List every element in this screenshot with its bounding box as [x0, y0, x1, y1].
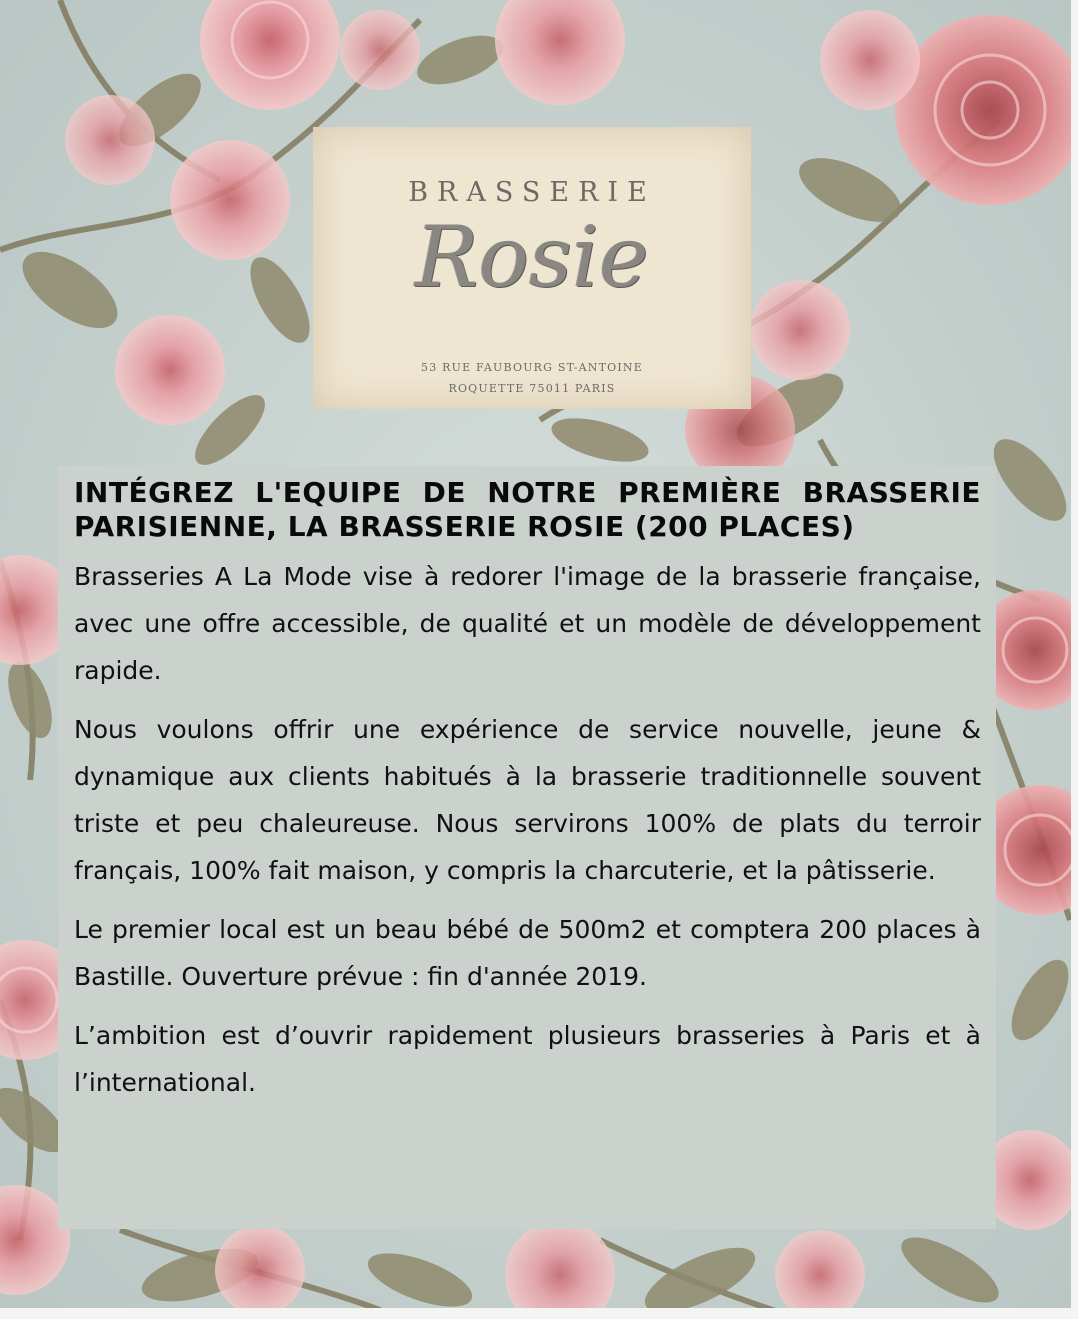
- paragraph-ambition: L’ambition est d’ouvrir rapidement plusieurs brasseries à Paris et à l’international.: [74, 1021, 981, 1097]
- logo-address-line-2: ROQUETTE 75011 PARIS: [448, 382, 616, 395]
- logo-address-line-1: 53 RUE FAUBOURG ST-ANTOINE: [421, 361, 643, 374]
- paragraph-location: Le premier local est un beau bébé de 500m2 et comptera 200 places à Bastille. Ouverture prévue : fin d'année 2019.: [74, 915, 981, 991]
- panel-headline: INTÉGREZ L'EQUIPE DE NOTRE PREMIÈRE BRASSERIE PARISIENNE, LA BRASSERIE ROSIE (200 PLACES): [74, 476, 981, 543]
- logo-brand-text: BRASSERIE: [408, 177, 656, 208]
- logo-address: [313, 357, 751, 399]
- description-panel: [58, 466, 996, 1229]
- right-border: [1071, 0, 1078, 1319]
- brasserie-rosie-logo-card: [313, 127, 751, 409]
- bottom-border: [0, 1308, 1078, 1319]
- logo-script-name: Rosie: [415, 208, 649, 306]
- paragraph-service: Nous voulons offrir une expérience de service nouvelle, jeune & dynamique aux clients habitués à la brasserie traditionnelle souvent triste et peu chaleureuse. Nous servirons 100% de plats du terroir français, 100% fait maison, y compris la charcuterie, et la pâtisserie.: [74, 715, 981, 885]
- paragraph-intro: Brasseries A La Mode vise à redorer l'image de la brasserie française, avec une offre accessible, de qualité et un modèle de développement rapide.: [74, 562, 981, 685]
